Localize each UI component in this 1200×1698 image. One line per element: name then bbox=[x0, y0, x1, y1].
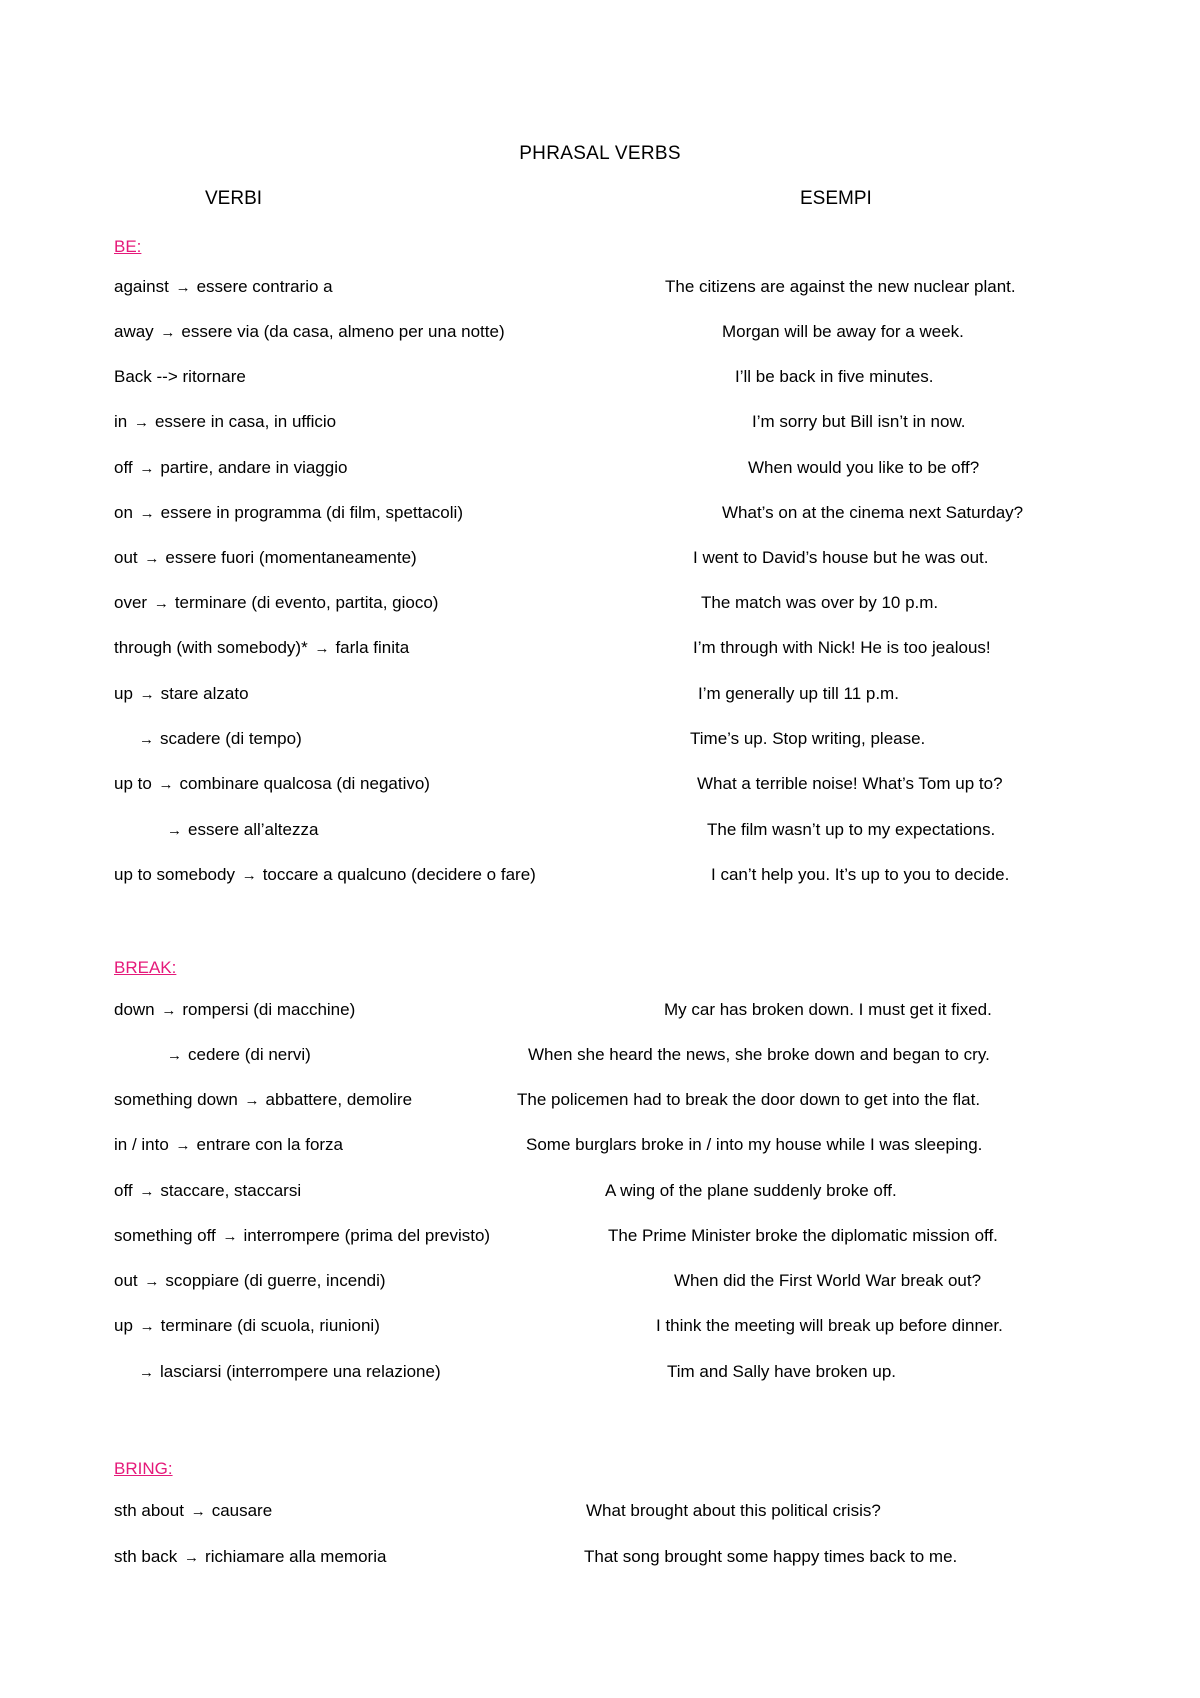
verb-definition bbox=[114, 774, 430, 794]
particle-label: out bbox=[114, 1271, 138, 1290]
list-item bbox=[0, 458, 1200, 484]
example-sentence: When did the First World War break out? bbox=[674, 1271, 982, 1290]
list-item bbox=[0, 820, 1200, 846]
arrow-right-icon: → bbox=[158, 776, 174, 793]
particle-label: out bbox=[114, 548, 138, 567]
meaning-text: abbattere, demolire bbox=[265, 1090, 413, 1109]
example-sentence: I think the meeting will break up before dinner. bbox=[656, 1316, 1003, 1335]
verb-definition bbox=[114, 684, 249, 704]
verb-definition bbox=[165, 1045, 311, 1065]
particle-label: Back --> bbox=[114, 367, 178, 386]
arrow-right-icon: → bbox=[244, 1092, 260, 1109]
example-sentence: Some burglars broke in / into my house while I was sleeping. bbox=[526, 1135, 983, 1154]
meaning-text: terminare (di scuola, riunioni) bbox=[160, 1316, 380, 1335]
verb-definition bbox=[114, 503, 463, 523]
list-item bbox=[0, 1045, 1200, 1071]
column-header-examples: ESEMPI bbox=[800, 188, 872, 209]
example-sentence: I’m sorry but Bill isn’t in now. bbox=[752, 412, 966, 431]
column-header-verbs: VERBI bbox=[205, 188, 263, 209]
example-sentence: Morgan will be away for a week. bbox=[722, 322, 964, 341]
arrow-right-icon: → bbox=[139, 1318, 155, 1335]
particle-label: down bbox=[114, 1000, 155, 1019]
example-sentence: I’ll be back in five minutes. bbox=[735, 367, 934, 386]
example-sentence: When would you like to be off? bbox=[748, 458, 980, 477]
verb-definition bbox=[114, 593, 438, 613]
arrow-right-icon: → bbox=[190, 1503, 206, 1520]
arrow-right-icon: → bbox=[139, 505, 155, 522]
arrow-right-icon: → bbox=[139, 460, 155, 477]
example-sentence: What brought about this political crisis? bbox=[586, 1501, 881, 1520]
list-item bbox=[0, 1090, 1200, 1116]
verb-definition bbox=[114, 367, 246, 387]
arrow-right-icon: → bbox=[133, 414, 149, 431]
verb-definition bbox=[114, 1090, 412, 1110]
example-sentence: A wing of the plane suddenly broke off. bbox=[605, 1181, 897, 1200]
arrow-right-icon: → bbox=[241, 867, 257, 884]
example-sentence: That song brought some happy times back to me. bbox=[584, 1547, 958, 1566]
verb-definition bbox=[114, 322, 505, 342]
list-item bbox=[0, 865, 1200, 891]
example-sentence: What a terrible noise! What’s Tom up to? bbox=[697, 774, 1003, 793]
meaning-text: cedere (di nervi) bbox=[188, 1045, 311, 1064]
meaning-text: interrompere (prima del previsto) bbox=[243, 1226, 491, 1245]
list-item bbox=[0, 503, 1200, 529]
list-item bbox=[0, 1135, 1200, 1161]
meaning-text: scoppiare (di guerre, incendi) bbox=[165, 1271, 386, 1290]
list-item bbox=[0, 1226, 1200, 1252]
list-item bbox=[0, 1547, 1200, 1573]
arrow-right-icon: → bbox=[160, 324, 176, 341]
meaning-text: essere contrario a bbox=[196, 277, 333, 296]
particle-label: away bbox=[114, 322, 154, 341]
meaning-text: lasciarsi (interrompere una relazione) bbox=[160, 1362, 441, 1381]
meaning-text: essere all’altezza bbox=[188, 820, 319, 839]
verb-definition bbox=[114, 548, 417, 568]
particle-label: something off bbox=[114, 1226, 216, 1245]
meaning-text: terminare (di evento, partita, gioco) bbox=[174, 593, 439, 612]
list-item bbox=[0, 684, 1200, 710]
meaning-text: rompersi (di macchine) bbox=[182, 1000, 356, 1019]
example-sentence: I’m generally up till 11 p.m. bbox=[698, 684, 899, 703]
verb-definition bbox=[114, 1000, 355, 1020]
particle-label: up bbox=[114, 1316, 133, 1335]
particle-label: off bbox=[114, 458, 133, 477]
meaning-text: ritornare bbox=[182, 367, 246, 386]
meaning-text: farla finita bbox=[335, 638, 410, 657]
arrow-right-icon: → bbox=[153, 595, 169, 612]
example-sentence: The citizens are against the new nuclear plant. bbox=[665, 277, 1016, 296]
list-item bbox=[0, 593, 1200, 619]
example-sentence: What’s on at the cinema next Saturday? bbox=[722, 503, 1024, 522]
arrow-right-icon: → bbox=[139, 731, 154, 748]
arrow-right-icon: → bbox=[139, 1364, 154, 1381]
arrow-right-icon: → bbox=[175, 279, 191, 296]
particle-label: sth back bbox=[114, 1547, 178, 1566]
particle-label: through (with somebody)* bbox=[114, 638, 308, 657]
list-item bbox=[0, 1181, 1200, 1207]
particle-label: against bbox=[114, 277, 169, 296]
particle-label: up to bbox=[114, 774, 152, 793]
example-sentence: I’m through with Nick! He is too jealous! bbox=[693, 638, 991, 657]
example-sentence: Tim and Sally have broken up. bbox=[667, 1362, 896, 1381]
arrow-right-icon: → bbox=[167, 822, 182, 839]
list-item bbox=[0, 322, 1200, 348]
list-item bbox=[0, 774, 1200, 800]
verb-definition bbox=[114, 1501, 272, 1521]
example-sentence: Time’s up. Stop writing, please. bbox=[690, 729, 926, 748]
list-item bbox=[0, 1000, 1200, 1026]
meaning-text: staccare, staccarsi bbox=[160, 1181, 302, 1200]
particle-label: in bbox=[114, 412, 128, 431]
arrow-right-icon: → bbox=[167, 1047, 182, 1064]
meaning-text: essere in programma (di film, spettacoli) bbox=[160, 503, 463, 522]
verb-definition bbox=[114, 1226, 490, 1246]
particle-label: over bbox=[114, 593, 148, 612]
list-item bbox=[0, 412, 1200, 438]
list-item bbox=[0, 1316, 1200, 1342]
arrow-right-icon: → bbox=[175, 1137, 191, 1154]
list-item bbox=[0, 638, 1200, 664]
meaning-text: combinare qualcosa (di negativo) bbox=[179, 774, 430, 793]
section-heading-be: BE: bbox=[114, 237, 142, 256]
list-item bbox=[0, 277, 1200, 303]
verb-definition bbox=[114, 412, 336, 432]
verb-definition bbox=[114, 1181, 301, 1201]
example-sentence: My car has broken down. I must get it fixed. bbox=[664, 1000, 992, 1019]
example-sentence: The film wasn’t up to my expectations. bbox=[707, 820, 996, 839]
example-sentence: The policemen had to break the door down to get into the flat. bbox=[517, 1090, 981, 1109]
list-item bbox=[0, 1271, 1200, 1297]
meaning-text: partire, andare in viaggio bbox=[160, 458, 348, 477]
arrow-right-icon: → bbox=[222, 1228, 238, 1245]
verb-definition bbox=[114, 1271, 386, 1291]
list-item bbox=[0, 1362, 1200, 1388]
particle-label: up to somebody bbox=[114, 865, 235, 884]
list-item bbox=[0, 367, 1200, 393]
verb-definition bbox=[114, 277, 333, 297]
example-sentence: The Prime Minister broke the diplomatic mission off. bbox=[608, 1226, 998, 1245]
particle-label: on bbox=[114, 503, 133, 522]
meaning-text: entrare con la forza bbox=[196, 1135, 344, 1154]
arrow-right-icon: → bbox=[314, 640, 330, 657]
verb-definition bbox=[165, 820, 318, 840]
example-sentence: I went to David’s house but he was out. bbox=[693, 548, 989, 567]
arrow-right-icon: → bbox=[144, 550, 160, 567]
arrow-right-icon: → bbox=[184, 1549, 200, 1566]
verb-definition bbox=[114, 1135, 343, 1155]
arrow-right-icon: → bbox=[161, 1002, 177, 1019]
meaning-text: causare bbox=[211, 1501, 273, 1520]
arrow-right-icon: → bbox=[139, 1183, 155, 1200]
particle-label: off bbox=[114, 1181, 133, 1200]
meaning-text: richiamare alla memoria bbox=[205, 1547, 387, 1566]
particle-label: in / into bbox=[114, 1135, 169, 1154]
meaning-text: essere via (da casa, almeno per una notte) bbox=[181, 322, 505, 341]
example-sentence: I can’t help you. It’s up to you to decide. bbox=[711, 865, 1010, 884]
particle-label: something down bbox=[114, 1090, 238, 1109]
verb-definition bbox=[114, 1547, 386, 1567]
verb-definition bbox=[114, 1316, 380, 1336]
meaning-text: stare alzato bbox=[160, 684, 249, 703]
section-heading-break: BREAK: bbox=[114, 958, 177, 977]
verb-definition bbox=[137, 729, 302, 749]
verb-definition bbox=[114, 458, 347, 478]
meaning-text: scadere (di tempo) bbox=[160, 729, 302, 748]
list-item bbox=[0, 729, 1200, 755]
meaning-text: essere in casa, in ufficio bbox=[154, 412, 337, 431]
arrow-right-icon: → bbox=[144, 1273, 160, 1290]
list-item bbox=[0, 1501, 1200, 1527]
verb-definition bbox=[137, 1362, 441, 1382]
document-title: PHRASAL VERBS bbox=[519, 143, 681, 164]
arrow-right-icon: → bbox=[139, 686, 155, 703]
particle-label: sth about bbox=[114, 1501, 184, 1520]
example-sentence: When she heard the news, she broke down and began to cry. bbox=[528, 1045, 990, 1064]
section-heading-bring: BRING: bbox=[114, 1459, 173, 1478]
meaning-text: essere fuori (momentaneamente) bbox=[165, 548, 417, 567]
example-sentence: The match was over by 10 p.m. bbox=[701, 593, 939, 612]
list-item bbox=[0, 548, 1200, 574]
verb-definition bbox=[114, 638, 409, 658]
meaning-text: toccare a qualcuno (decidere o fare) bbox=[262, 865, 536, 884]
verb-definition bbox=[114, 865, 536, 885]
particle-label: up bbox=[114, 684, 133, 703]
